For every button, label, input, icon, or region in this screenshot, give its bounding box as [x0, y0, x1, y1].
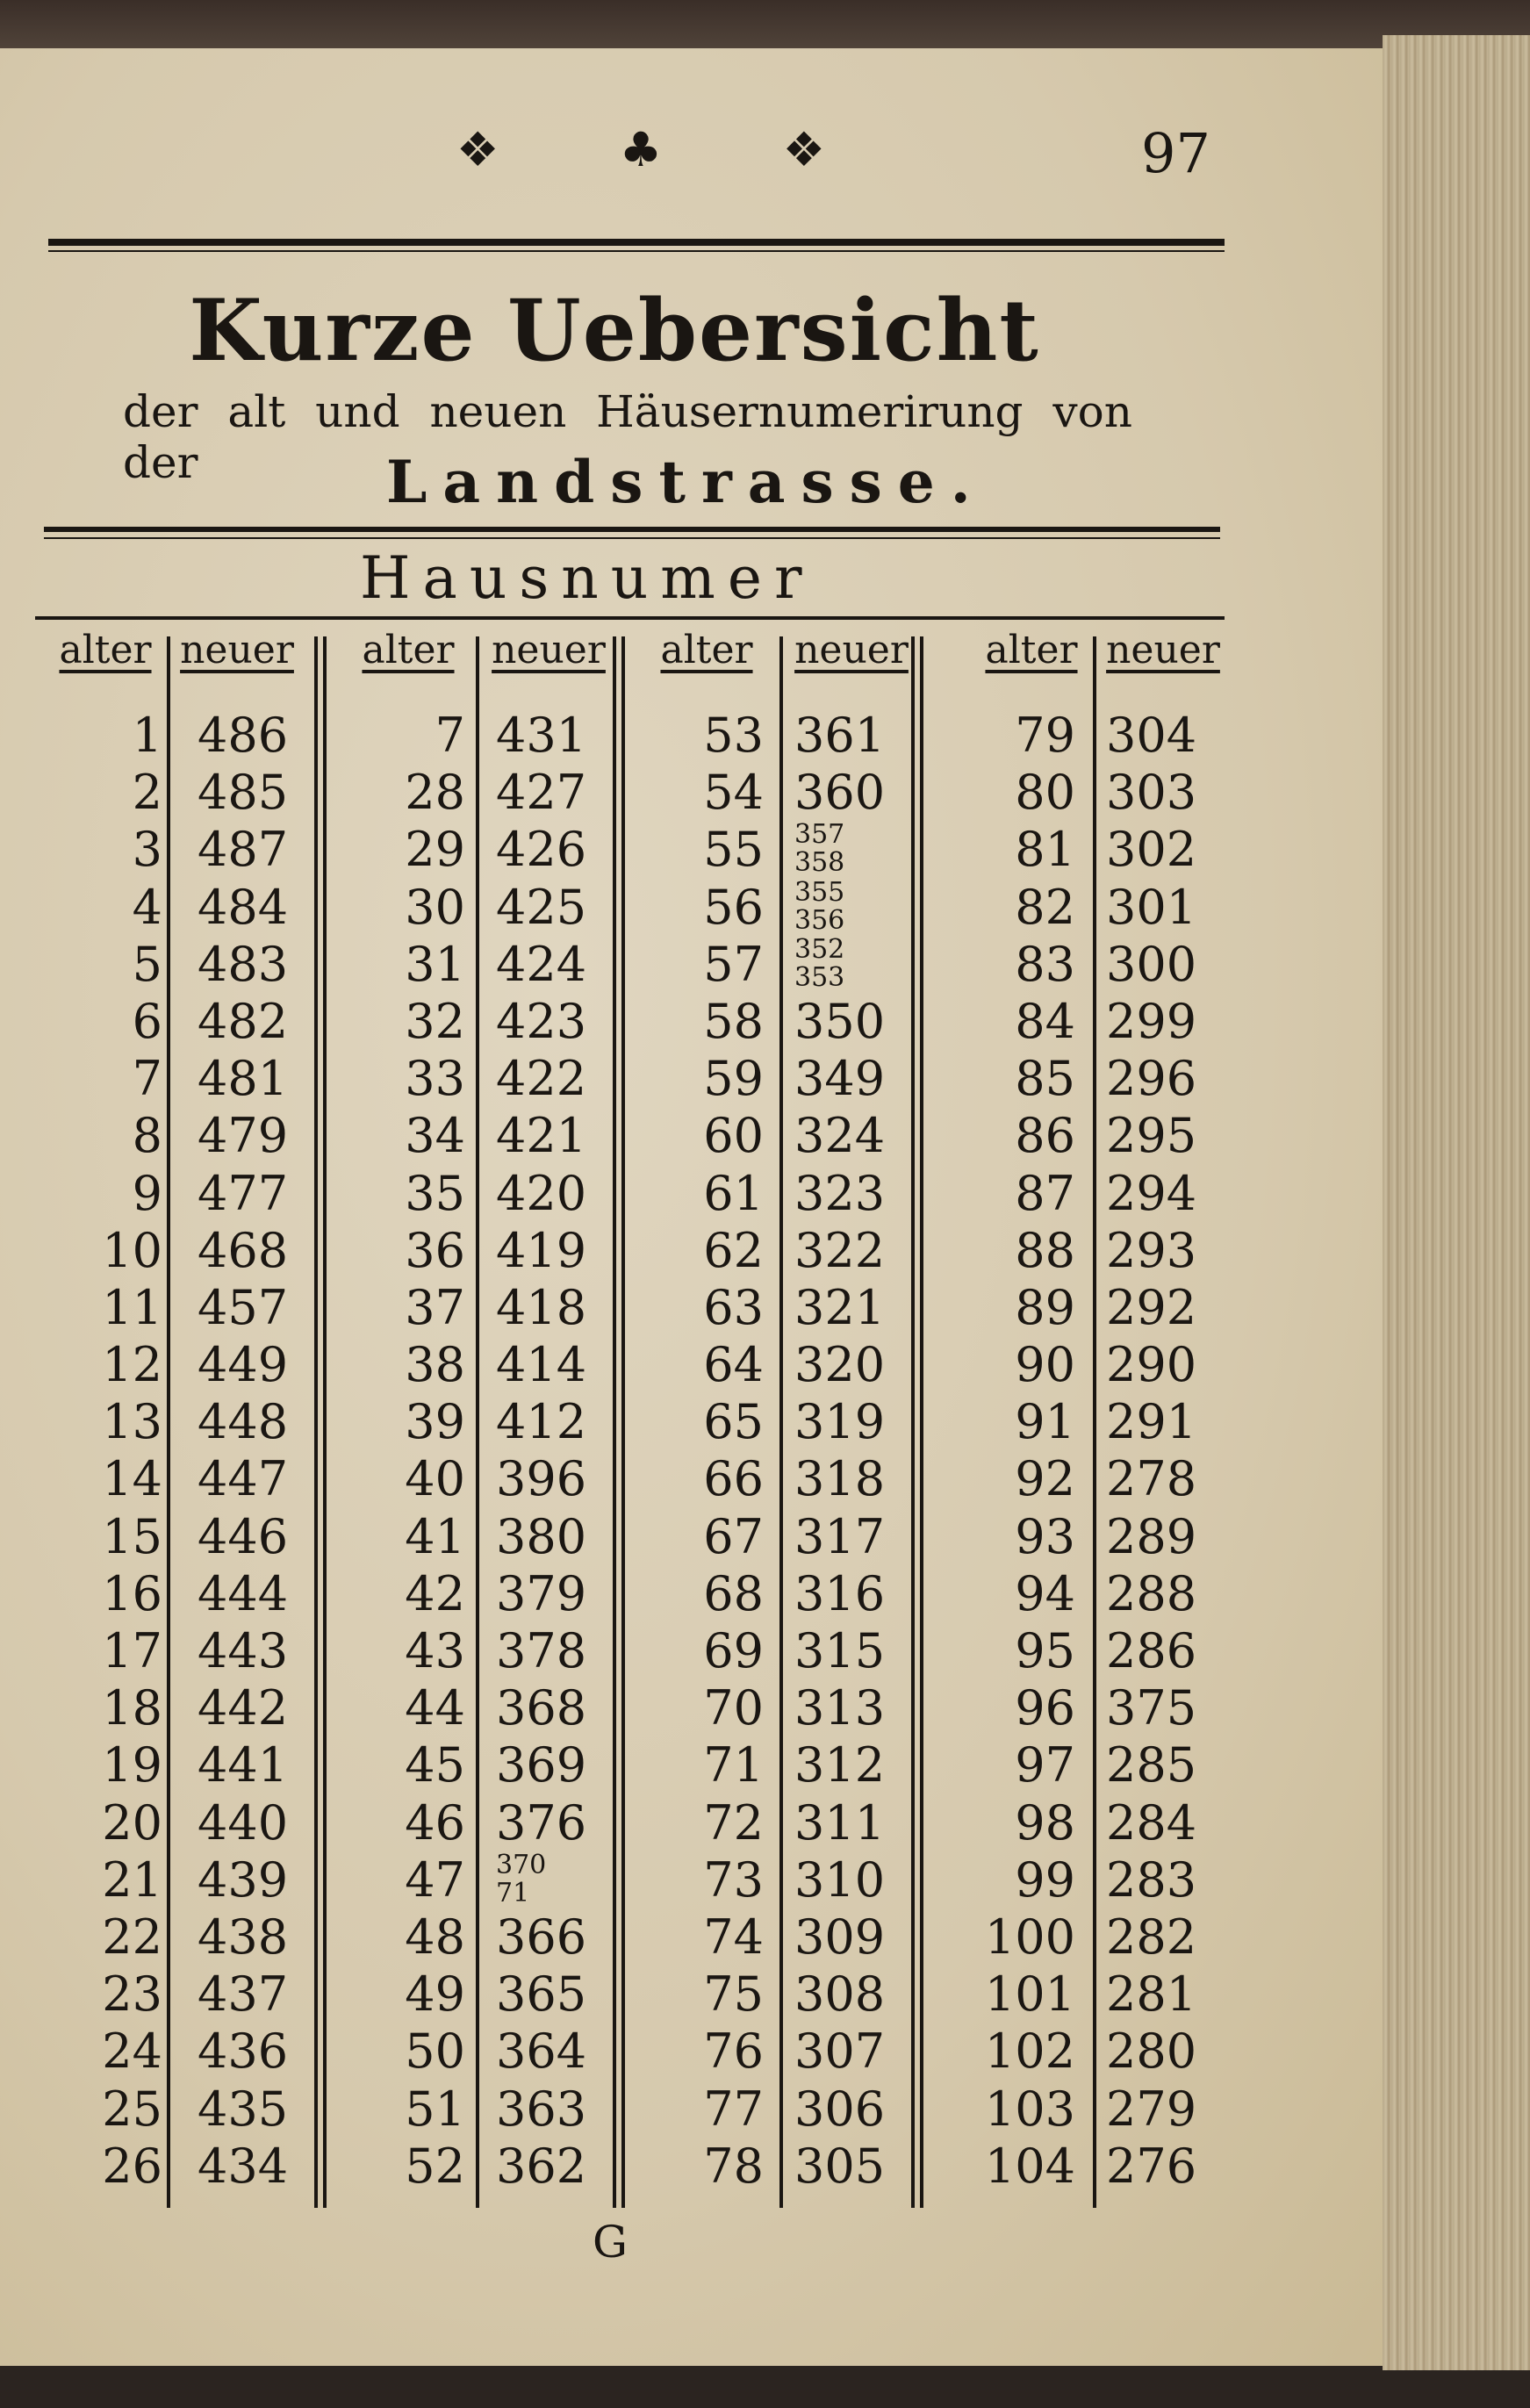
- old-number-cell: 50: [405, 2023, 465, 2080]
- old-number-cell: 19: [102, 1737, 162, 1793]
- new-number-cell: 307: [794, 2023, 886, 2080]
- ornament-center-icon: ♣: [619, 121, 663, 177]
- old-number-cell: 74: [703, 1908, 764, 1965]
- old-number-cell: 76: [703, 2023, 764, 2080]
- old-number-cell: 77: [703, 2081, 764, 2137]
- old-number-cell: 68: [703, 1565, 764, 1621]
- new-number-cell: 292: [1106, 1279, 1197, 1335]
- new-number-cell: 457: [198, 1279, 289, 1335]
- old-number-cell: 91: [1015, 1394, 1075, 1450]
- old-number-cell: 12: [102, 1337, 162, 1393]
- new-number-cell: 426: [496, 822, 587, 878]
- new-number-cell: 444: [198, 1565, 289, 1621]
- new-number-cell: 482: [198, 993, 289, 1049]
- house-number-table: [35, 628, 1225, 2234]
- old-number-cell: 6: [132, 993, 162, 1049]
- old-number-cell: 95: [1015, 1623, 1075, 1678]
- new-number-cell: 421: [496, 1108, 587, 1164]
- new-number-cell: 379: [496, 1565, 587, 1621]
- old-number-cell: 38: [405, 1337, 465, 1393]
- new-number-cell: 370 71: [496, 1849, 547, 1908]
- new-number-cell: 439: [198, 1851, 289, 1908]
- column-header-old: alter: [362, 628, 455, 672]
- new-number-cell: 291: [1106, 1394, 1197, 1450]
- old-number-cell: 17: [102, 1623, 162, 1678]
- signature-mark: G: [593, 2217, 628, 2268]
- old-number-cell: 57: [703, 936, 764, 992]
- new-number-cell: 479: [198, 1108, 289, 1164]
- old-number-cell: 81: [1015, 822, 1075, 878]
- new-number-cell: 423: [496, 993, 587, 1049]
- column-group: [35, 628, 329, 2234]
- section-header: Hausnumer: [360, 544, 815, 612]
- old-number-cell: 98: [1015, 1794, 1075, 1851]
- new-number-cell: 366: [496, 1908, 587, 1965]
- old-number-cell: 43: [405, 1623, 465, 1678]
- new-number-cell: 422: [496, 1051, 587, 1107]
- new-number-cell: 284: [1106, 1794, 1197, 1851]
- old-number-cell: 69: [703, 1623, 764, 1678]
- old-number-cell: 34: [405, 1108, 465, 1164]
- page-title: Kurze Uebersicht: [189, 281, 1040, 380]
- new-number-cell: 322: [794, 1222, 886, 1278]
- new-number-cell: 310: [794, 1851, 886, 1908]
- new-number-cell: 323: [794, 1165, 886, 1221]
- new-number-cell: 361: [794, 708, 886, 763]
- new-number-column: [198, 707, 320, 2195]
- new-number-cell: 276: [1106, 2138, 1197, 2194]
- new-number-cell: 305: [794, 2138, 886, 2194]
- new-number-cell: 378: [496, 1623, 587, 1678]
- new-number-cell: 320: [794, 1337, 886, 1393]
- old-number-cell: 80: [1015, 765, 1075, 821]
- old-number-cell: 82: [1015, 879, 1075, 935]
- old-number-cell: 44: [405, 1680, 465, 1736]
- old-number-cell: 71: [703, 1737, 764, 1793]
- new-number-column: [496, 707, 619, 2195]
- column-group: [334, 628, 628, 2234]
- new-number-cell: 376: [496, 1794, 587, 1851]
- old-number-cell: 7: [435, 708, 465, 763]
- old-number-column: [53, 707, 162, 2195]
- column-divider: [1093, 636, 1096, 2208]
- page-edges: [1383, 35, 1530, 2370]
- old-number-cell: 3: [132, 822, 162, 878]
- new-number-cell: 355 356: [794, 876, 845, 936]
- new-number-cell: 318: [794, 1451, 886, 1507]
- old-number-cell: 18: [102, 1680, 162, 1736]
- new-number-cell: 324: [794, 1108, 886, 1164]
- new-number-cell: 360: [794, 765, 886, 821]
- new-number-cell: 368: [496, 1680, 587, 1736]
- new-number-cell: 431: [496, 708, 587, 763]
- old-number-cell: 88: [1015, 1222, 1075, 1278]
- new-number-cell: 295: [1106, 1108, 1197, 1164]
- new-number-column: [794, 707, 917, 2195]
- old-number-cell: 42: [405, 1565, 465, 1621]
- new-number-cell: 311: [794, 1794, 886, 1851]
- new-number-cell: 483: [198, 936, 289, 992]
- header-rule: [44, 527, 1220, 532]
- old-number-cell: 86: [1015, 1108, 1075, 1164]
- old-number-cell: 1: [132, 708, 162, 763]
- column-header-new: neuer: [794, 628, 909, 672]
- new-number-cell: 438: [198, 1908, 289, 1965]
- old-number-column: [347, 707, 465, 2195]
- place-name: Landstrasse.: [386, 448, 987, 516]
- new-number-cell: 285: [1106, 1737, 1197, 1793]
- new-number-cell: 299: [1106, 993, 1197, 1049]
- page-subtitle: der alt und neuen Häusernumerirung von der: [123, 386, 1132, 488]
- new-number-cell: 315: [794, 1623, 886, 1678]
- column-header-new: neuer: [1106, 628, 1220, 672]
- old-number-cell: 89: [1015, 1279, 1075, 1335]
- old-number-cell: 51: [405, 2081, 465, 2137]
- new-number-cell: 447: [198, 1451, 289, 1507]
- old-number-cell: 94: [1015, 1565, 1075, 1621]
- old-number-cell: 62: [703, 1222, 764, 1278]
- new-number-cell: 481: [198, 1051, 289, 1107]
- new-number-cell: 357 358: [794, 819, 845, 879]
- old-number-cell: 59: [703, 1051, 764, 1107]
- old-number-cell: 45: [405, 1737, 465, 1793]
- new-number-cell: 369: [496, 1737, 587, 1793]
- old-number-cell: 7: [132, 1051, 162, 1107]
- group-divider-double: [920, 636, 923, 2208]
- old-number-cell: 61: [703, 1165, 764, 1221]
- new-number-cell: 290: [1106, 1337, 1197, 1393]
- old-number-cell: 55: [703, 822, 764, 878]
- new-number-cell: 309: [794, 1908, 886, 1965]
- old-number-cell: 63: [703, 1279, 764, 1335]
- column-header-new: neuer: [492, 628, 606, 672]
- section-rule: [35, 616, 1225, 620]
- new-number-cell: 278: [1106, 1451, 1197, 1507]
- old-number-cell: 21: [102, 1851, 162, 1908]
- column-header-old: alter: [985, 628, 1078, 672]
- new-number-cell: 293: [1106, 1222, 1197, 1278]
- new-number-cell: 446: [198, 1508, 289, 1564]
- old-number-cell: 20: [102, 1794, 162, 1851]
- old-number-cell: 4: [132, 879, 162, 935]
- old-number-cell: 32: [405, 993, 465, 1049]
- new-number-cell: 434: [198, 2138, 289, 2194]
- old-number-cell: 78: [703, 2138, 764, 2194]
- old-number-cell: 67: [703, 1508, 764, 1564]
- new-number-cell: 436: [198, 2023, 289, 2080]
- old-number-cell: 92: [1015, 1451, 1075, 1507]
- old-number-cell: 70: [703, 1680, 764, 1736]
- new-number-cell: 304: [1106, 708, 1197, 763]
- old-number-cell: 102: [984, 2023, 1075, 2080]
- new-number-cell: 375: [1106, 1680, 1197, 1736]
- new-number-cell: 412: [496, 1394, 587, 1450]
- old-number-cell: 93: [1015, 1508, 1075, 1564]
- old-number-cell: 53: [703, 708, 764, 763]
- old-number-column: [944, 707, 1075, 2195]
- old-number-cell: 58: [703, 993, 764, 1049]
- top-rule-thin: [48, 250, 1225, 252]
- group-divider-double: [323, 636, 327, 2208]
- page-number: 97: [1141, 121, 1210, 185]
- new-number-cell: 280: [1106, 2023, 1197, 2080]
- new-number-cell: 363: [496, 2081, 587, 2137]
- column-divider: [476, 636, 479, 2208]
- new-number-cell: 279: [1106, 2081, 1197, 2137]
- old-number-cell: 103: [984, 2081, 1075, 2137]
- old-number-cell: 99: [1015, 1851, 1075, 1908]
- new-number-cell: 349: [794, 1051, 886, 1107]
- new-number-cell: 300: [1106, 936, 1197, 992]
- old-number-cell: 96: [1015, 1680, 1075, 1736]
- new-number-cell: 424: [496, 936, 587, 992]
- old-number-cell: 37: [405, 1279, 465, 1335]
- new-number-cell: 437: [198, 1966, 289, 2023]
- old-number-cell: 10: [102, 1222, 162, 1278]
- top-rule: [48, 239, 1225, 246]
- old-number-cell: 5: [132, 936, 162, 992]
- new-number-cell: 418: [496, 1279, 587, 1335]
- new-number-cell: 364: [496, 2023, 587, 2080]
- new-number-cell: 441: [198, 1737, 289, 1793]
- old-number-cell: 30: [405, 879, 465, 935]
- header-rule-thin: [44, 537, 1220, 539]
- new-number-cell: 435: [198, 2081, 289, 2137]
- old-number-cell: 41: [405, 1508, 465, 1564]
- old-number-cell: 16: [102, 1565, 162, 1621]
- new-number-cell: 296: [1106, 1051, 1197, 1107]
- old-number-cell: 49: [405, 1966, 465, 2023]
- old-number-cell: 97: [1015, 1737, 1075, 1793]
- new-number-cell: 425: [496, 879, 587, 935]
- new-number-cell: 303: [1106, 765, 1197, 821]
- new-number-cell: 352 353: [794, 933, 845, 993]
- old-number-cell: 14: [102, 1451, 162, 1507]
- new-number-column: [1106, 707, 1220, 2195]
- old-number-cell: 31: [405, 936, 465, 992]
- new-number-cell: 286: [1106, 1623, 1197, 1678]
- old-number-cell: 33: [405, 1051, 465, 1107]
- new-number-cell: 443: [198, 1623, 289, 1678]
- old-number-cell: 83: [1015, 936, 1075, 992]
- new-number-cell: 288: [1106, 1565, 1197, 1621]
- new-number-cell: 419: [496, 1222, 587, 1278]
- new-number-cell: 427: [496, 765, 587, 821]
- group-divider: [314, 636, 318, 2208]
- new-number-cell: 414: [496, 1337, 587, 1393]
- new-number-cell: 301: [1106, 879, 1197, 935]
- old-number-cell: 84: [1015, 993, 1075, 1049]
- old-number-cell: 22: [102, 1908, 162, 1965]
- old-number-cell: 79: [1015, 708, 1075, 763]
- new-number-cell: 440: [198, 1794, 289, 1851]
- new-number-cell: 477: [198, 1165, 289, 1221]
- old-number-cell: 2: [132, 765, 162, 821]
- new-number-cell: 487: [198, 822, 289, 878]
- old-number-cell: 24: [102, 2023, 162, 2080]
- group-divider: [911, 636, 915, 2208]
- old-number-cell: 39: [405, 1394, 465, 1450]
- new-number-cell: 485: [198, 765, 289, 821]
- old-number-cell: 47: [405, 1851, 465, 1908]
- new-number-cell: 484: [198, 879, 289, 935]
- column-group: [930, 628, 1225, 2234]
- column-group: [632, 628, 926, 2234]
- old-number-cell: 90: [1015, 1337, 1075, 1393]
- new-number-cell: 316: [794, 1565, 886, 1621]
- new-number-cell: 289: [1106, 1508, 1197, 1564]
- new-number-cell: 319: [794, 1394, 886, 1450]
- old-number-cell: 48: [405, 1908, 465, 1965]
- new-number-cell: 317: [794, 1508, 886, 1564]
- old-number-cell: 72: [703, 1794, 764, 1851]
- new-number-cell: 442: [198, 1680, 289, 1736]
- new-number-cell: 486: [198, 708, 289, 763]
- new-number-cell: 380: [496, 1508, 587, 1564]
- group-divider: [613, 636, 616, 2208]
- old-number-cell: 40: [405, 1451, 465, 1507]
- old-number-cell: 15: [102, 1508, 162, 1564]
- new-number-cell: 294: [1106, 1165, 1197, 1221]
- old-number-cell: 36: [405, 1222, 465, 1278]
- new-number-cell: 420: [496, 1165, 587, 1221]
- new-number-cell: 396: [496, 1451, 587, 1507]
- new-number-cell: 321: [794, 1279, 886, 1335]
- column-header-new: neuer: [180, 628, 294, 672]
- old-number-cell: 8: [132, 1108, 162, 1164]
- old-number-cell: 26: [102, 2138, 162, 2194]
- old-number-cell: 85: [1015, 1051, 1075, 1107]
- old-number-cell: 28: [405, 765, 465, 821]
- ornament-left-icon: ❖: [456, 121, 499, 177]
- old-number-cell: 54: [703, 765, 764, 821]
- new-number-cell: 449: [198, 1337, 289, 1393]
- new-number-cell: 468: [198, 1222, 289, 1278]
- new-number-cell: 313: [794, 1680, 886, 1736]
- old-number-cell: 65: [703, 1394, 764, 1450]
- new-number-cell: 281: [1106, 1966, 1197, 2023]
- old-number-cell: 60: [703, 1108, 764, 1164]
- column-header-old: alter: [59, 628, 152, 672]
- new-number-cell: 312: [794, 1737, 886, 1793]
- ornament-right-icon: ❖: [782, 121, 825, 177]
- old-number-cell: 100: [984, 1908, 1075, 1965]
- book-binding-top: [0, 0, 1530, 51]
- new-number-cell: 362: [496, 2138, 587, 2194]
- old-number-cell: 46: [405, 1794, 465, 1851]
- old-number-cell: 73: [703, 1851, 764, 1908]
- column-header-old: alter: [660, 628, 753, 672]
- column-divider: [167, 636, 170, 2208]
- book-binding-bottom: [0, 2370, 1530, 2408]
- old-number-cell: 52: [405, 2138, 465, 2194]
- new-number-cell: 283: [1106, 1851, 1197, 1908]
- new-number-cell: 448: [198, 1394, 289, 1450]
- header-ornament: [456, 119, 825, 180]
- old-number-cell: 66: [703, 1451, 764, 1507]
- new-number-cell: 350: [794, 993, 886, 1049]
- old-number-cell: 29: [405, 822, 465, 878]
- old-number-cell: 56: [703, 879, 764, 935]
- new-number-cell: 365: [496, 1966, 587, 2023]
- old-number-cell: 64: [703, 1337, 764, 1393]
- old-number-cell: 25: [102, 2081, 162, 2137]
- old-number-cell: 35: [405, 1165, 465, 1221]
- old-number-cell: 11: [102, 1279, 162, 1335]
- old-number-cell: 75: [703, 1966, 764, 2023]
- old-number-cell: 13: [102, 1394, 162, 1450]
- old-number-cell: 87: [1015, 1165, 1075, 1221]
- new-number-cell: 308: [794, 1966, 886, 2023]
- old-number-cell: 9: [132, 1165, 162, 1221]
- old-number-cell: 104: [984, 2138, 1075, 2194]
- old-number-cell: 101: [984, 1966, 1075, 2023]
- new-number-cell: 282: [1106, 1908, 1197, 1965]
- new-number-cell: 306: [794, 2081, 886, 2137]
- old-number-column: [645, 707, 764, 2195]
- column-divider: [779, 636, 783, 2208]
- old-number-cell: 23: [102, 1966, 162, 2023]
- group-divider-double: [621, 636, 625, 2208]
- new-number-cell: 302: [1106, 822, 1197, 878]
